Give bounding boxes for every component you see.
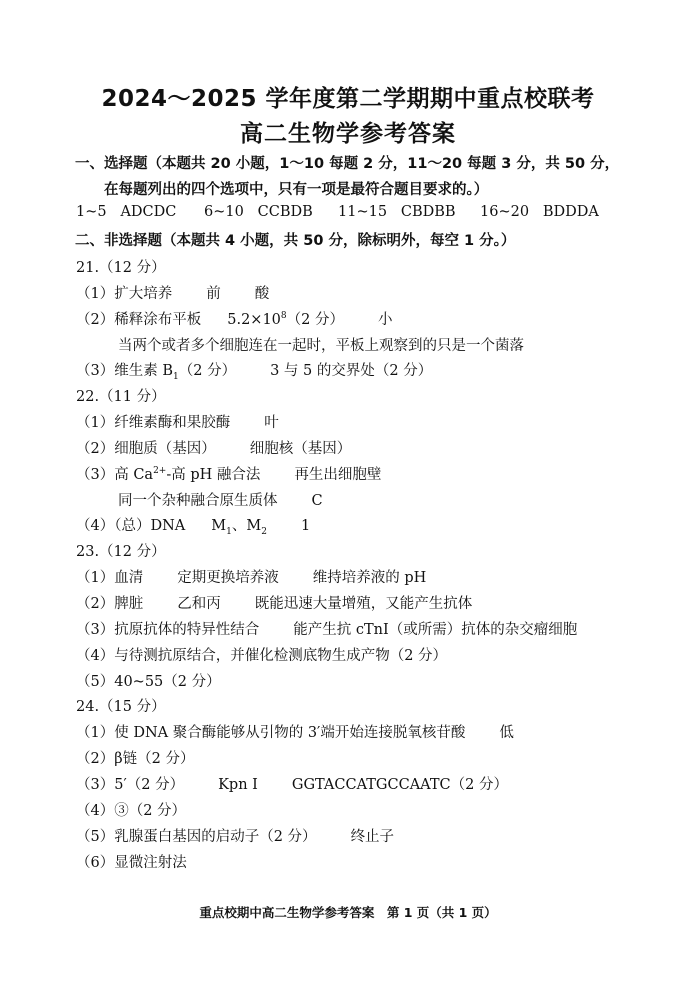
q21-line3 xyxy=(76,359,432,382)
answer-range: 1~5 xyxy=(76,204,107,220)
answer-text: 前 xyxy=(206,286,221,302)
q21-line2-note: 当两个或者多个细胞连在一起时，平板上观察到的只是一个菌落 xyxy=(118,338,524,354)
answer-text: （4）（总）DNA xyxy=(76,518,186,534)
answer-text: $M_1$、$M_2$ xyxy=(211,518,267,537)
answer-text: （3）抗原抗体的特异性结合 xyxy=(76,622,260,638)
answer-letters: ADCDC xyxy=(120,204,177,220)
q22-label: 22.（11 分） xyxy=(76,389,166,405)
answer-text: （2）稀释涂布平板 xyxy=(76,312,202,328)
answer-range: 6~10 xyxy=(204,204,244,220)
answer-text: （3）5′（2 分） xyxy=(76,777,185,793)
q22-line1 xyxy=(76,411,279,432)
answer-group-2 xyxy=(204,204,313,220)
q24-line6: （6）显微注射法 xyxy=(76,855,187,871)
answer-text: 3 与 5 的交界处（2 分） xyxy=(270,363,433,379)
answer-text: $5.2\times 10^8(2$ 分） xyxy=(227,311,344,328)
answer-text: 终止子 xyxy=(350,829,395,845)
answer-text: （1）纤维素酶和果胶酶 xyxy=(76,415,231,431)
answer-range: 11~15 xyxy=(338,204,388,220)
answer-text: 酸 xyxy=(254,286,270,302)
answer-text: 小 xyxy=(377,312,393,328)
answer-text: 1 xyxy=(300,518,311,534)
q24-line3 xyxy=(76,773,508,794)
q23-line5: （5）40~55（2 分） xyxy=(76,674,221,690)
q23-label: 23.（12 分） xyxy=(76,544,166,560)
answer-letters: CBDBB xyxy=(400,204,456,220)
q24-line5 xyxy=(76,825,394,846)
answer-text: 叶 xyxy=(264,415,279,431)
q24-line2: （2）β链（2 分） xyxy=(76,751,195,767)
answer-text: （1）使 DNA 聚合酶能够从引物的 3′端开始连接脱氧核苷酸 xyxy=(76,725,466,741)
q23-line3 xyxy=(76,618,577,639)
answer-text: Kpn I xyxy=(218,777,258,793)
q21-line1 xyxy=(76,282,269,303)
page-footer: 重点校期中高二生物学参考答案 第 1 页（共 1 页） xyxy=(199,905,497,920)
answer-text: C xyxy=(311,493,323,509)
answer-text: （1）血清 xyxy=(76,570,144,586)
answer-text: 定期更换培养液 xyxy=(177,570,279,586)
answer-letters: BDDDA xyxy=(542,204,599,220)
q24-line1 xyxy=(76,721,514,742)
q22-line3 xyxy=(76,463,381,484)
q24-label: 24.（15 分） xyxy=(76,699,166,715)
answer-text: GGTACCATGCCAATC（2 分） xyxy=(291,777,508,793)
answer-group-1 xyxy=(76,204,176,220)
q23-line4: （4）与待测抗原结合，并催化检测底物生成产物（2 分） xyxy=(76,648,448,664)
page-title: 2024～2025 学年度第二学期期中重点校联考 xyxy=(101,86,595,112)
page-subtitle: 高二生物学参考答案 xyxy=(240,121,456,147)
q21-label: 21.（12 分） xyxy=(76,260,166,276)
answer-group-3 xyxy=(338,204,456,220)
q23-line2 xyxy=(76,592,472,613)
answer-text: （2）脾脏 xyxy=(76,596,144,612)
section2-heading: 二、非选择题（本题共 4 小题，共 50 分，除标明外，每空 1 分。） xyxy=(75,233,516,249)
q21-line2 xyxy=(76,308,392,329)
answer-text: 细胞核（基因） xyxy=(249,441,352,457)
q23-line1 xyxy=(76,566,426,587)
answer-group-4 xyxy=(480,204,599,220)
q24-line4: （4）③（2 分） xyxy=(76,803,187,819)
q22-line3-cont xyxy=(118,489,323,510)
section1-heading: 一、选择题（本题共 20 小题，1～10 每题 2 分，11～20 每题 3 分，共 50 分， xyxy=(75,156,620,172)
answer-text: （3）高 $Ca^{2+}-$高 pH 融合法 xyxy=(76,466,261,483)
answer-text: （1）扩大培养 xyxy=(76,286,173,302)
answer-text: 乙和丙 xyxy=(177,596,221,612)
answer-text: （5）乳腺蛋白基因的启动子（2 分） xyxy=(76,829,317,845)
answer-text: （2）细胞质（基因） xyxy=(76,441,216,457)
answer-range: 16~20 xyxy=(480,204,530,220)
answer-text: （3）维生素 $B_1(2$ 分） xyxy=(76,363,237,382)
q22-line4 xyxy=(76,514,310,537)
q22-line2 xyxy=(76,437,351,458)
answer-letters: CCBDB xyxy=(257,204,313,220)
answer-text: 能产生抗 cTnI（或所需）抗体的杂交瘤细胞 xyxy=(293,622,578,638)
answer-text: 维持培养液的 pH xyxy=(312,570,427,586)
answer-text: 同一个杂种融合原生质体 xyxy=(118,493,278,509)
answer-text: 低 xyxy=(499,725,514,741)
section1-heading-cont: 在每题列出的四个选项中，只有一项是最符合题目要求的。） xyxy=(104,182,489,198)
answer-text: 再生出细胞壁 xyxy=(294,467,382,483)
answer-text: 既能迅速大量增殖，又能产生抗体 xyxy=(254,596,473,612)
